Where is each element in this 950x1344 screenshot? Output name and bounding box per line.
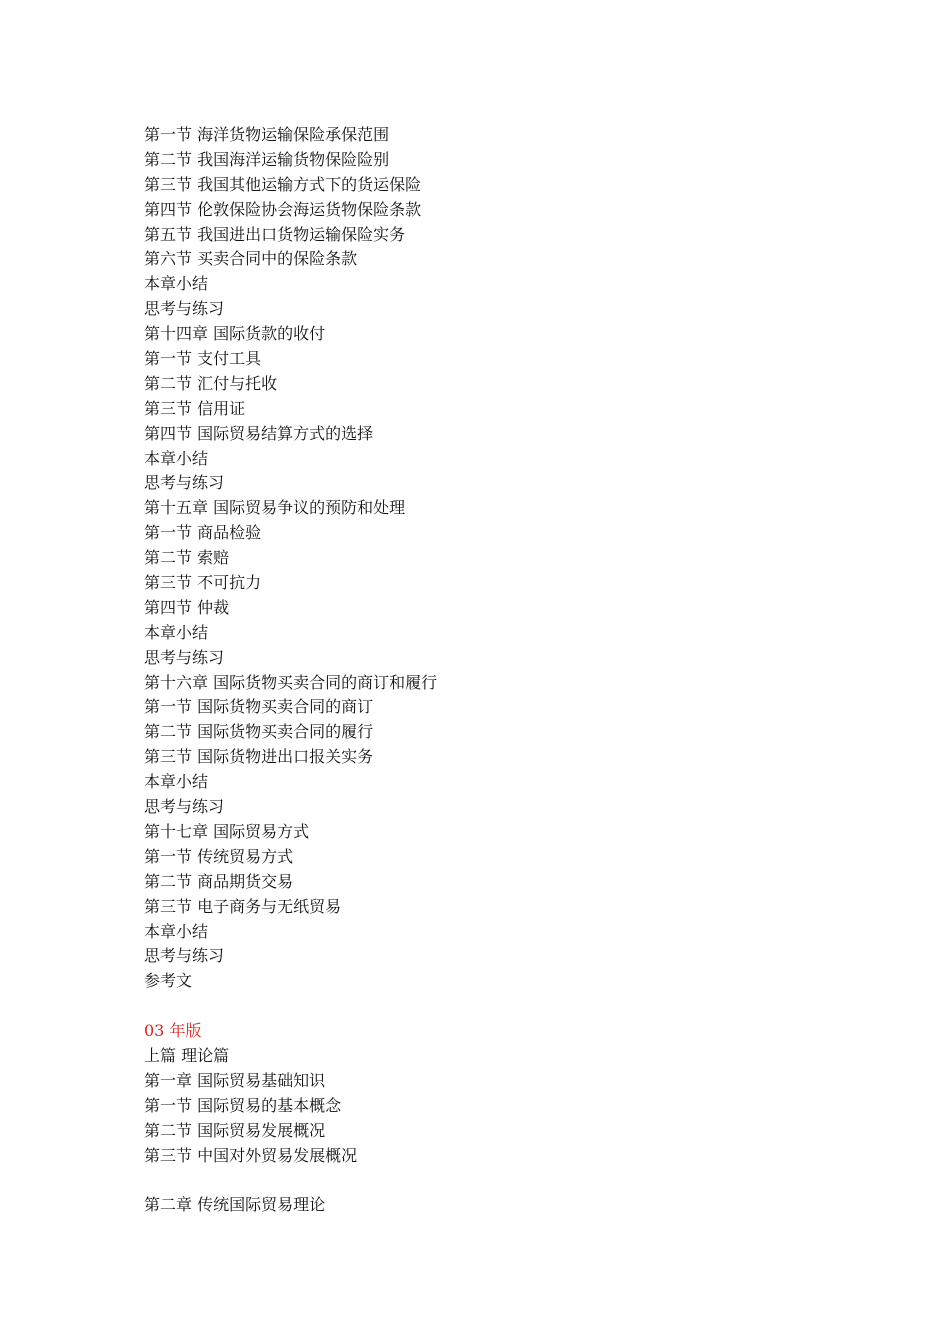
toc-line: 第二节 我国海洋运输货物保险险别	[144, 149, 390, 169]
toc-line: 第三节 电子商务与无纸贸易	[144, 896, 342, 916]
toc-line: 第二节 国际货物买卖合同的履行	[144, 722, 374, 742]
edition-heading: 03 年版	[144, 1021, 202, 1041]
toc-line: 第一章 国际贸易基础知识	[144, 1070, 326, 1090]
toc-line: 第十六章 国际货物买卖合同的商订和履行	[144, 672, 438, 692]
toc-line: 第四节 伦敦保险协会海运货物保险条款	[144, 199, 422, 219]
toc-section-3	[144, 1193, 864, 1218]
toc-line: 思考与练习	[144, 797, 225, 817]
toc-line: 第二章 传统国际贸易理论	[144, 1195, 326, 1215]
spacer	[144, 994, 864, 1019]
toc-line: 第一节 国际货物买卖合同的商订	[144, 697, 374, 717]
toc-line: 思考与练习	[144, 299, 225, 319]
toc-line: 第三节 国际货物进出口报关实务	[144, 747, 374, 767]
toc-line: 第六节 买卖合同中的保险条款	[144, 249, 358, 269]
toc-line: 第十七章 国际贸易方式	[144, 821, 310, 841]
toc-line: 第一节 国际贸易的基本概念	[144, 1095, 342, 1115]
toc-line: 第一节 传统贸易方式	[144, 846, 294, 866]
toc-line: 本章小结	[144, 274, 209, 294]
toc-line: 思考与练习	[144, 946, 225, 966]
toc-line: 第三节 信用证	[144, 398, 246, 418]
toc-line: 第三节 我国其他运输方式下的货运保险	[144, 174, 422, 194]
toc-line: 第十四章 国际货款的收付	[144, 324, 326, 344]
toc-line: 第二节 索赔	[144, 548, 230, 568]
toc-line: 思考与练习	[144, 647, 225, 667]
toc-line: 本章小结	[144, 921, 209, 941]
document-page	[144, 123, 864, 1218]
toc-line: 第一节 海洋货物运输保险承保范围	[144, 125, 390, 144]
toc-line: 第二节 国际贸易发展概况	[144, 1120, 326, 1140]
spacer	[144, 1168, 864, 1193]
toc-line: 第三节 不可抗力	[144, 573, 262, 593]
toc-line: 第四节 国际贸易结算方式的选择	[144, 423, 374, 443]
toc-line: 本章小结	[144, 448, 209, 468]
toc-line: 第三节 中国对外贸易发展概况	[144, 1145, 358, 1165]
toc-line: 本章小结	[144, 772, 209, 792]
toc-line: 第二节 商品期货交易	[144, 871, 294, 891]
toc-line: 第一节 商品检验	[144, 523, 262, 543]
toc-line: 第四节 仲裁	[144, 597, 230, 617]
toc-section-2	[144, 1044, 864, 1168]
toc-line: 第十五章 国际贸易争议的预防和处理	[144, 498, 406, 518]
toc-line: 参考文	[144, 971, 193, 991]
toc-line: 本章小结	[144, 622, 209, 642]
toc-line: 上篇 理论篇	[144, 1045, 230, 1065]
toc-line: 第五节 我国进出口货物运输保险实务	[144, 224, 406, 244]
toc-line: 第二节 汇付与托收	[144, 373, 278, 393]
toc-section-1	[144, 123, 864, 994]
toc-line: 思考与练习	[144, 473, 225, 493]
toc-line: 第一节 支付工具	[144, 349, 262, 369]
